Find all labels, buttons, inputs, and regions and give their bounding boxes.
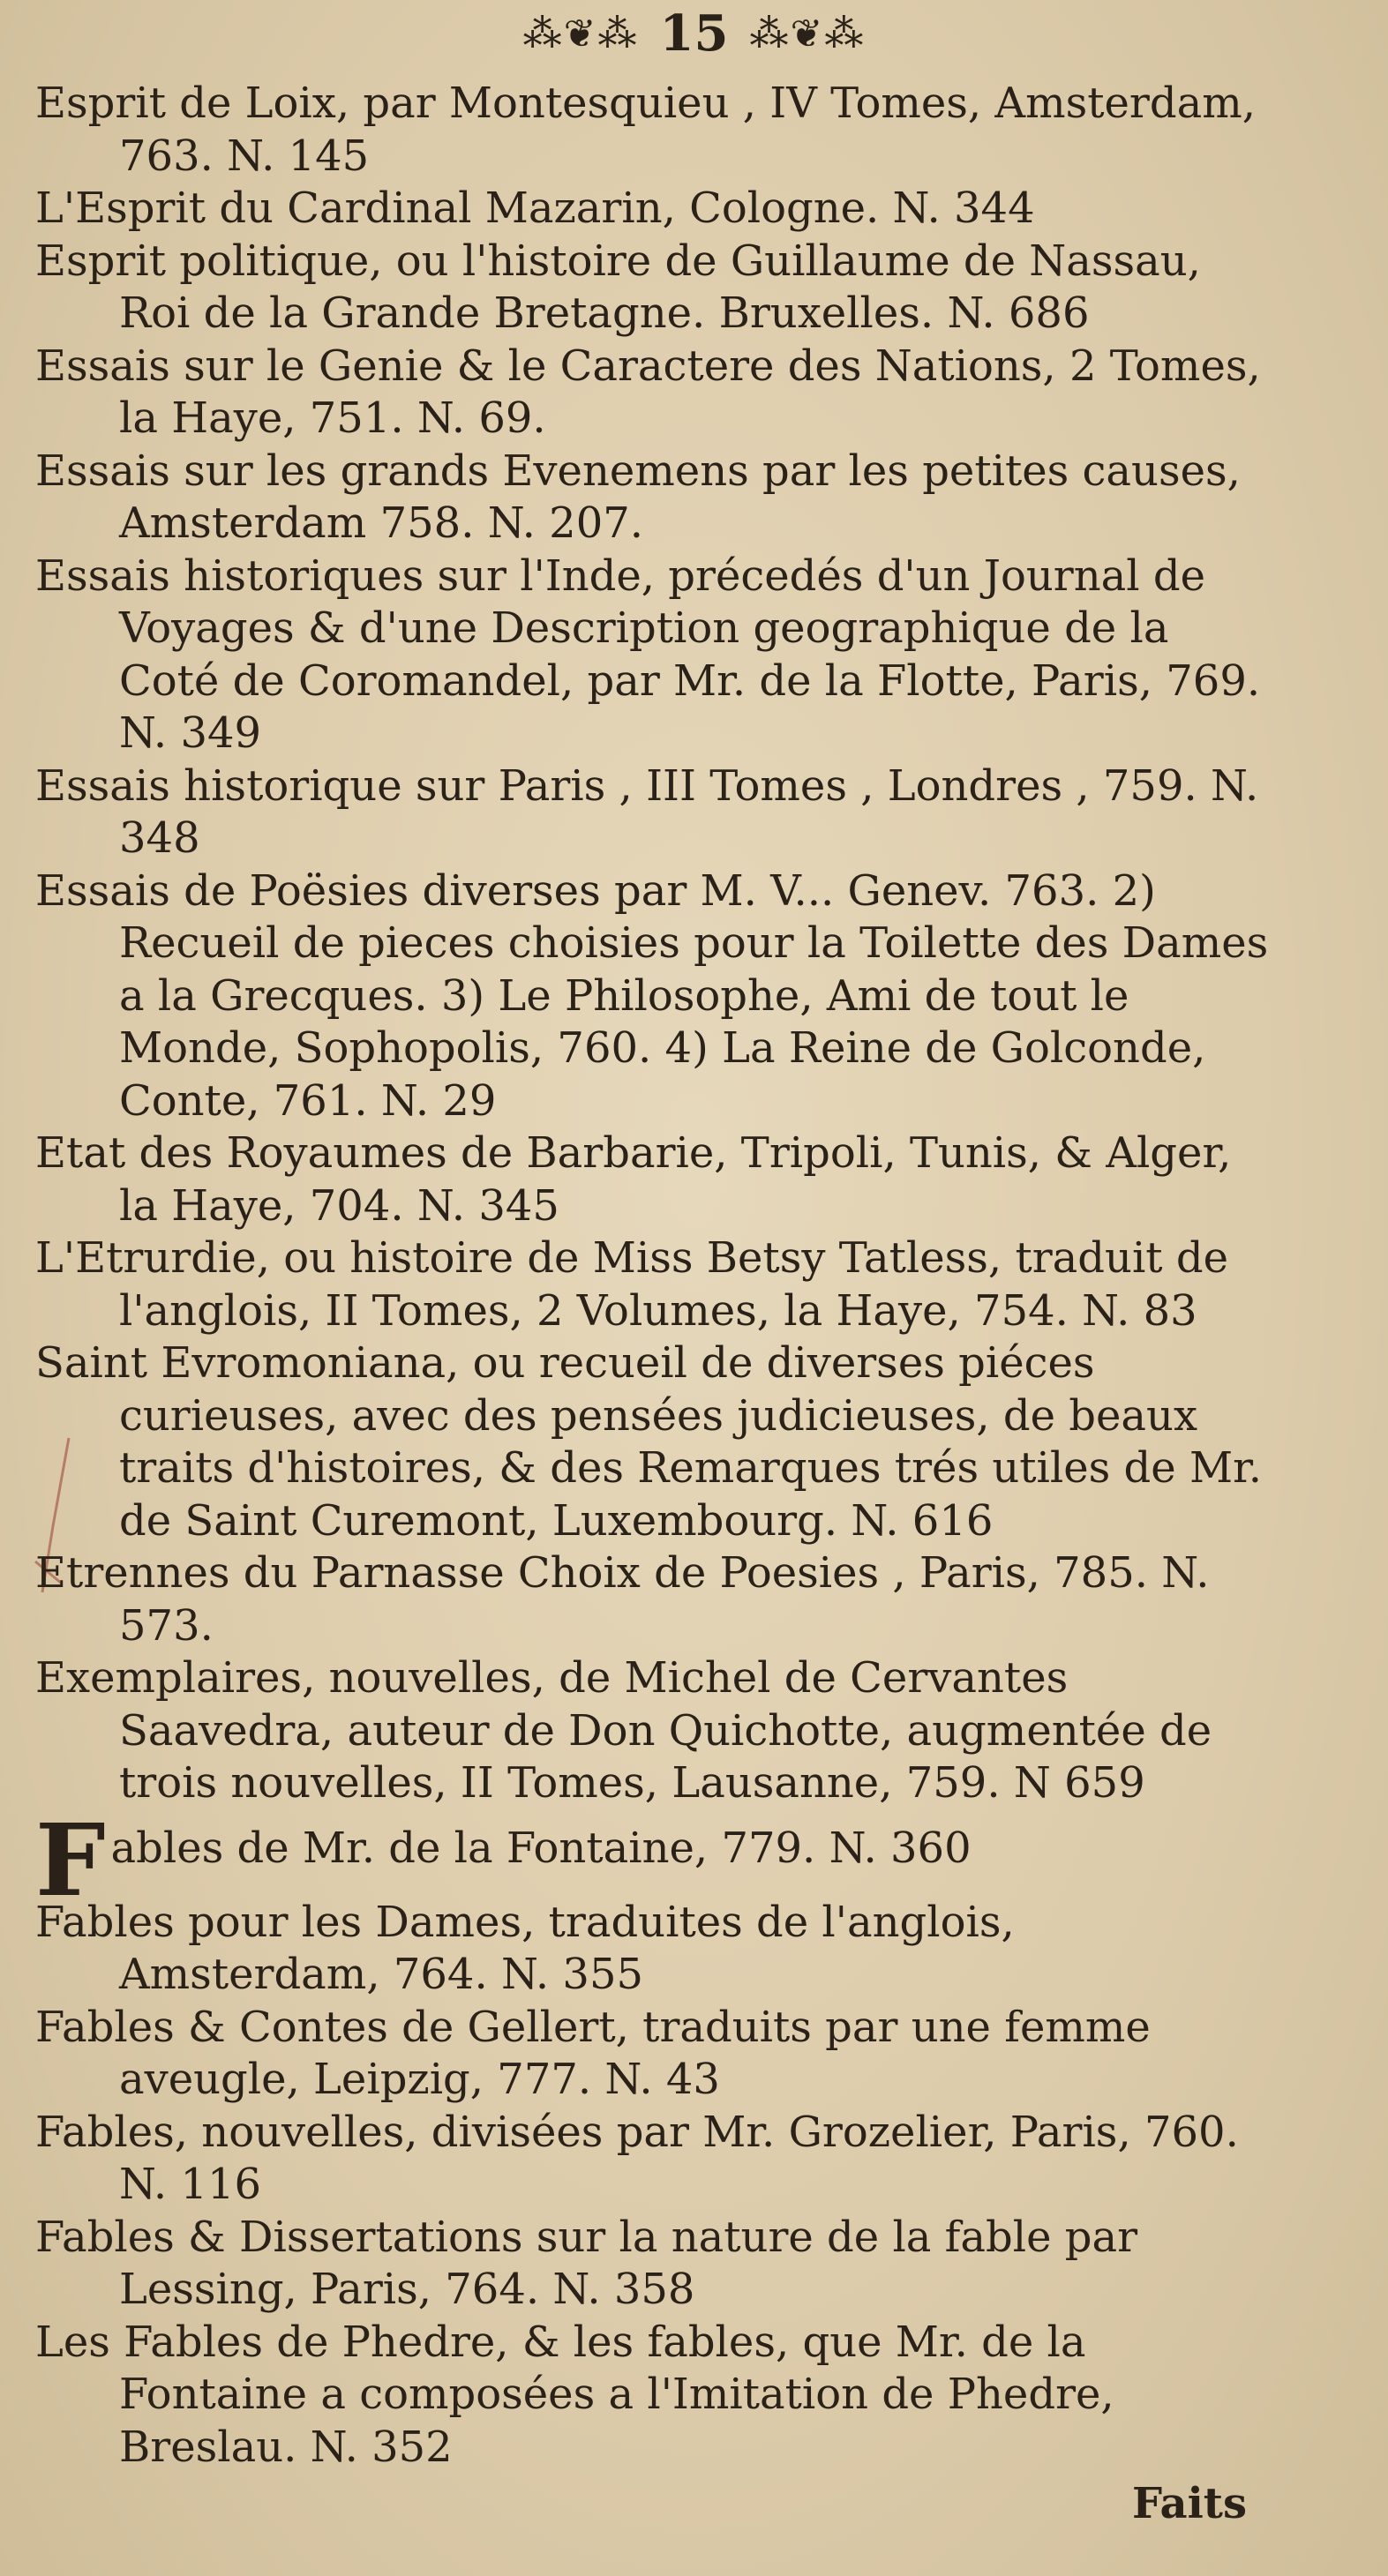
left-ornament: ⁂❦⁂ (522, 11, 639, 56)
list-item: Etrennes du Parnasse Choix de Poesies , Paris, 785. N. 573. (35, 1548, 1210, 1651)
list-item: Fables pour les Dames, traduites de l'anglois, Amsterdam, 764. N. 355 (35, 1897, 1015, 1999)
list-item: Esprit de Loix, par Montesquieu , IV Tomes, Amsterdam, 763. N. 145 (35, 79, 1256, 181)
page-header (0, 4, 1388, 63)
f-section-first-entry (35, 1802, 1271, 1919)
list-item: Fables & Dissertations sur la nature de la fable par Lessing, Paris, 764. N. 358 (35, 2212, 1138, 2314)
list-item: Etat des Royaumes de Barbarie, Tripoli, Tunis, & Alger, la Haye, 704. N. 345 (35, 1128, 1232, 1231)
entry-list (35, 78, 1271, 2474)
list-item: Saint Evromoniana, ou recueil de diverses piéces curieuses, avec des pensées judicieuses, de beaux traits d'histoires, & des Remarques trés utiles de Mr. de Saint Curemont, Luxembourg. N. 616 (35, 1338, 1263, 1546)
list-item: Essais sur le Genie & le Caractere des Nations, 2 Tomes, la Haye, 751. N. 69. (35, 341, 1261, 443)
list-item: Esprit politique, ou l'histoire de Guillaume de Nassau, Roi de la Grande Bretagne. Bruxelles. N. 686 (35, 236, 1201, 338)
right-ornament: ⁂❦⁂ (749, 11, 866, 56)
list-item: Exemplaires, nouvelles, de Michel de Cervantes Saavedra, auteur de Don Quichotte, augmentée de trois nouvelles, II Tomes, Lausanne, 759. N 659 (35, 1653, 1212, 1808)
drop-cap: F (35, 1802, 106, 1919)
list-item: Essais historiques sur l'Inde, précedés d'un Journal de Voyages & d'une Description geographique de la Coté de Coromandel, par Mr. de la Flotte, Paris, 769. N. 349 (35, 550, 1261, 758)
list-item: L'Esprit du Cardinal Mazarin, Cologne. N. 344 (35, 183, 1035, 233)
list-item: L'Etrurdie, ou histoire de Miss Betsy Tatless, traduit de l'anglois, II Tomes, 2 Volumes, la Haye, 754. N. 83 (35, 1233, 1228, 1336)
first-entry-text: ables de Mr. de la Fontaine, 779. N. 360 (110, 1823, 972, 1873)
list-item: Essais historique sur Paris , III Tomes , Londres , 759. N. 348 (35, 760, 1259, 863)
catchword: Faits (1132, 2479, 1247, 2528)
list-item: Les Fables de Phedre, & les fables, que Mr. de la Fontaine a composées a l'Imitation de Phedre, Breslau. N. 352 (35, 2317, 1114, 2472)
list-item: Fables & Contes de Gellert, traduits par une femme aveugle, Leipzig, 777. N. 43 (35, 2002, 1151, 2104)
list-item: Fables, nouvelles, divisées par Mr. Grozelier, Paris, 760. N. 116 (35, 2107, 1239, 2209)
page-number: 15 (659, 4, 729, 63)
list-item: Essais de Poësies diverses par M. V... Genev. 763. 2) Recueil de pieces choisies pour la Toilette des Dames a la Grecques. 3) Le Philosophe, Ami de tout le Monde, Sophopolis, 760. 4) La Reine de Golconde, Conte, 761. N. 29 (35, 865, 1269, 1126)
list-item: Essais sur les grands Evenemens par les petites causes, Amsterdam 758. N. 207. (35, 446, 1241, 548)
